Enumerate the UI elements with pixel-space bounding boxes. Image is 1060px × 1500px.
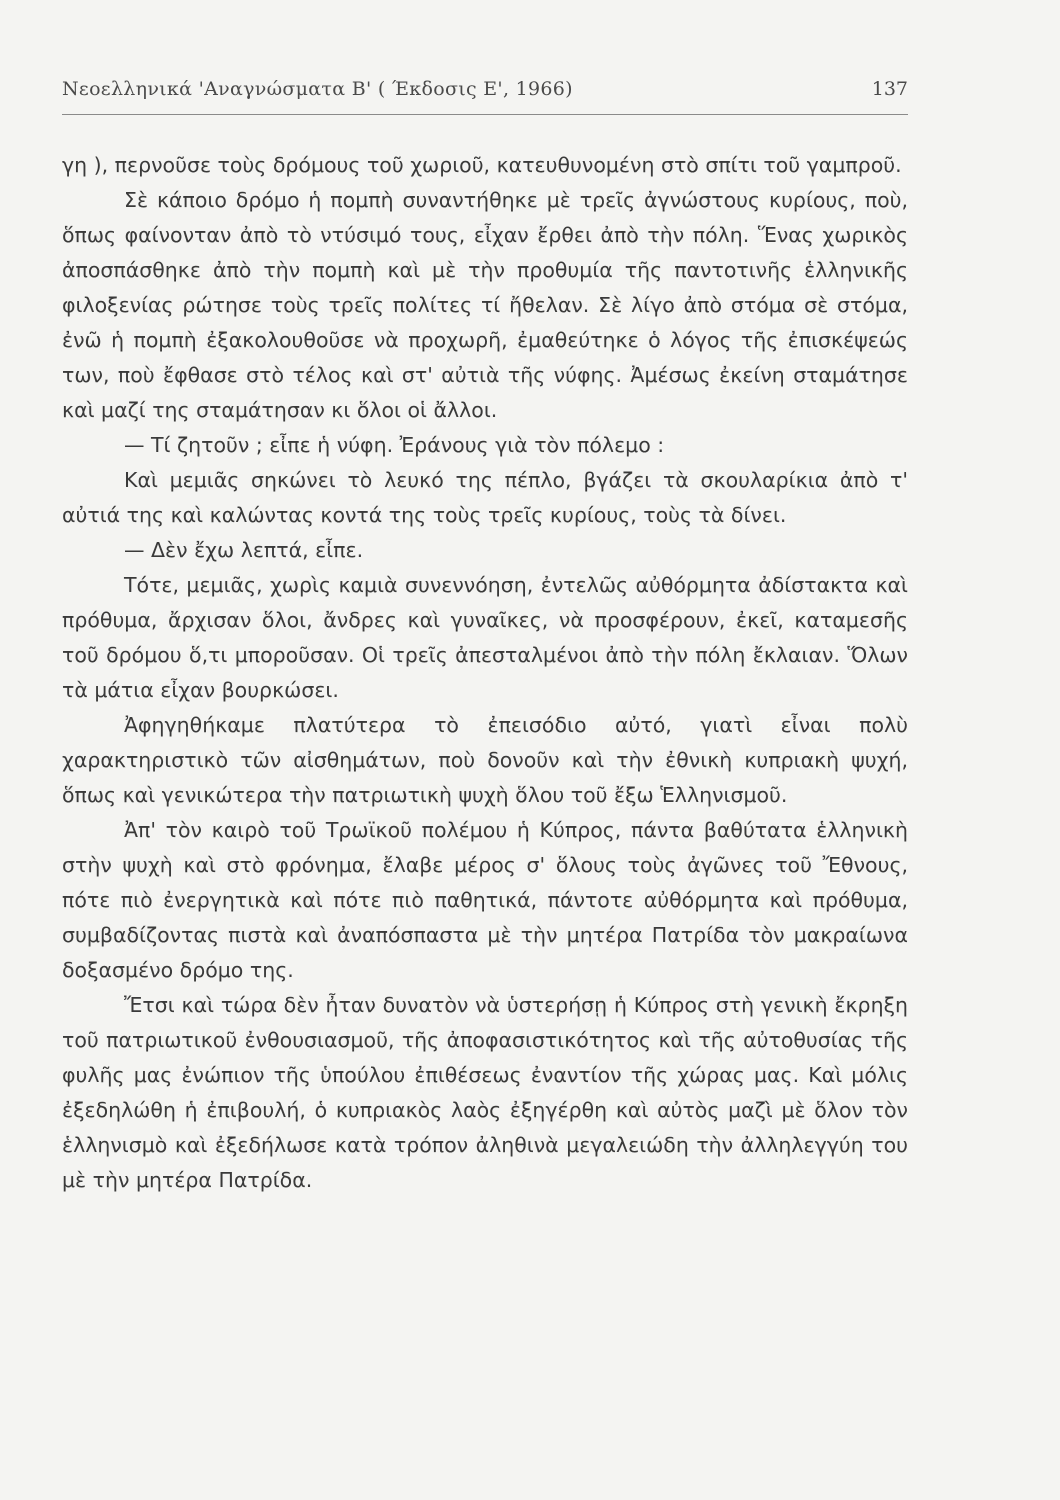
body-text [62,148,908,1198]
paragraph: Ἔτσι καὶ τώρα δὲν ἦταν δυνατὸν νὰ ὑστερήσῃ ἡ Κύπρος στὴ γενικὴ ἔκρηξη τοῦ πατριωτικοῦ ἐνθουσιασμοῦ, τῆς ἀποφασιστικότητος καὶ τῆς αὐτοθυσίας τῆς φυλῆς μας ἐνώπιον τῆς ὑπούλου ἐπιθέσεως ἐναντίον τῆς χώρας μας. Καὶ μόλις ἐξεδηλώθη ἡ ἐπιβουλή, ὁ κυπριακὸς λαὸς ἐξηγέρθη καὶ αὐτὸς μαζὶ μὲ ὅλον τὸν ἑλληνισμὸ καὶ ἐξεδήλωσε κατὰ τρόπον ἀληθινὰ μεγαλειώδη τὴν ἀλληλεγγύη του μὲ τὴν μητέρα Πατρίδα. [62,993,908,1192]
dialogue-line: — Δὲν ἔχω λεπτά, εἶπε. [124,538,364,562]
paragraph-continuation: γη ), περνοῦσε τοὺς δρόμους τοῦ χωριοῦ, κατευθυνομένη στὸ σπίτι τοῦ γαμπροῦ. [62,153,902,177]
dialogue-line: — Τί ζητοῦν ; εἶπε ἡ νύφη. Ἐράνους γιὰ τὸν πόλεμο : [124,433,665,457]
page-number: 137 [871,78,908,100]
paragraph: Ἀπ' τὸν καιρὸ τοῦ Τρωϊκοῦ πολέμου ἡ Κύπρος, πάντα βαθύτατα ἑλληνικὴ στὴν ψυχὴ καὶ στὸ φρόνημα, ἔλαβε μέρος σ' ὅλους τοὺς ἀγῶνες τοῦ Ἔθνους, πότε πιὸ ἐνεργητικὰ καὶ πότε πιὸ παθητικά, πάντοτε αὐθόρμητα καὶ πρόθυμα, συμβαδίζοντας πιστὰ καὶ ἀναπόσπαστα μὲ τὴν μητέρα Πατρίδα τὸν μακραίωνα δοξασμένο δρόμο της. [62,818,908,982]
book-page [62,0,908,1500]
paragraph: Καὶ μεμιᾶς σηκώνει τὸ λευκό της πέπλο, βγάζει τὰ σκουλαρίκια ἀπὸ τ' αὐτιά της καὶ καλώντας κοντά της τοὺς τρεῖς κυρίους, τοὺς τὰ δίνει. [62,468,908,527]
paragraph: Σὲ κάποιο δρόμο ἡ πομπὴ συναντήθηκε μὲ τρεῖς ἀγνώστους κυρίους, ποὺ, ὅπως φαίνονταν ἀπὸ τὸ ντύσιμό τους, εἶχαν ἔρθει ἀπὸ τὴν πόλη. Ἕνας χωρικὸς ἀποσπάσθηκε ἀπὸ τὴν πομπὴ καὶ μὲ τὴν προθυμία τῆς παντοτινῆς ἑλληνικῆς φιλοξενίας ρώτησε τοὺς τρεῖς πολίτες τί ἤθελαν. Σὲ λίγο ἀπὸ στόμα σὲ στόμα, ἐνῶ ἡ πομπὴ ἐξακολουθοῦσε νὰ προχωρῆ, ἐμαθεύτηκε ὁ λόγος τῆς ἐπισκέψεώς των, ποὺ ἔφθασε στὸ τέλος καὶ στ' αὐτιὰ τῆς νύφης. Ἀμέσως ἐκείνη σταμάτησε καὶ μαζί της σταμάτησαν κι ὅλοι οἱ ἄλλοι. [62,188,908,422]
running-header-title: Νεοελληνικά 'Αναγνώσματα Β' ( Έκδοσις Ε', 1966) [62,78,573,100]
header-rule [62,114,908,115]
paragraph: Ἀφηγηθήκαμε πλατύτερα τὸ ἐπεισόδιο αὐτό, γιατὶ εἶναι πολὺ χαρακτηριστικὸ τῶν αἰσθημάτων, ποὺ δονοῦν καὶ τὴν ἐθνικὴ κυπριακὴ ψυχή, ὅπως καὶ γενικώτερα τὴν πατριωτικὴ ψυχὴ ὅλου τοῦ ἔξω Ἑλληνισμοῦ. [62,713,908,807]
running-header [62,78,908,108]
paragraph: Τότε, μεμιᾶς, χωρὶς καμιὰ συνεννόηση, ἐντελῶς αὐθόρμητα ἀδίστακτα καὶ πρόθυμα, ἄρχισαν ὅλοι, ἄνδρες καὶ γυναῖκες, νὰ προσφέρουν, ἐκεῖ, καταμεσῆς τοῦ δρόμου ὅ,τι μποροῦσαν. Οἱ τρεῖς ἀπεσταλμένοι ἀπὸ τὴν πόλη ἔκλαιαν. Ὅλων τὰ μάτια εἶχαν βουρκώσει. [62,573,908,702]
